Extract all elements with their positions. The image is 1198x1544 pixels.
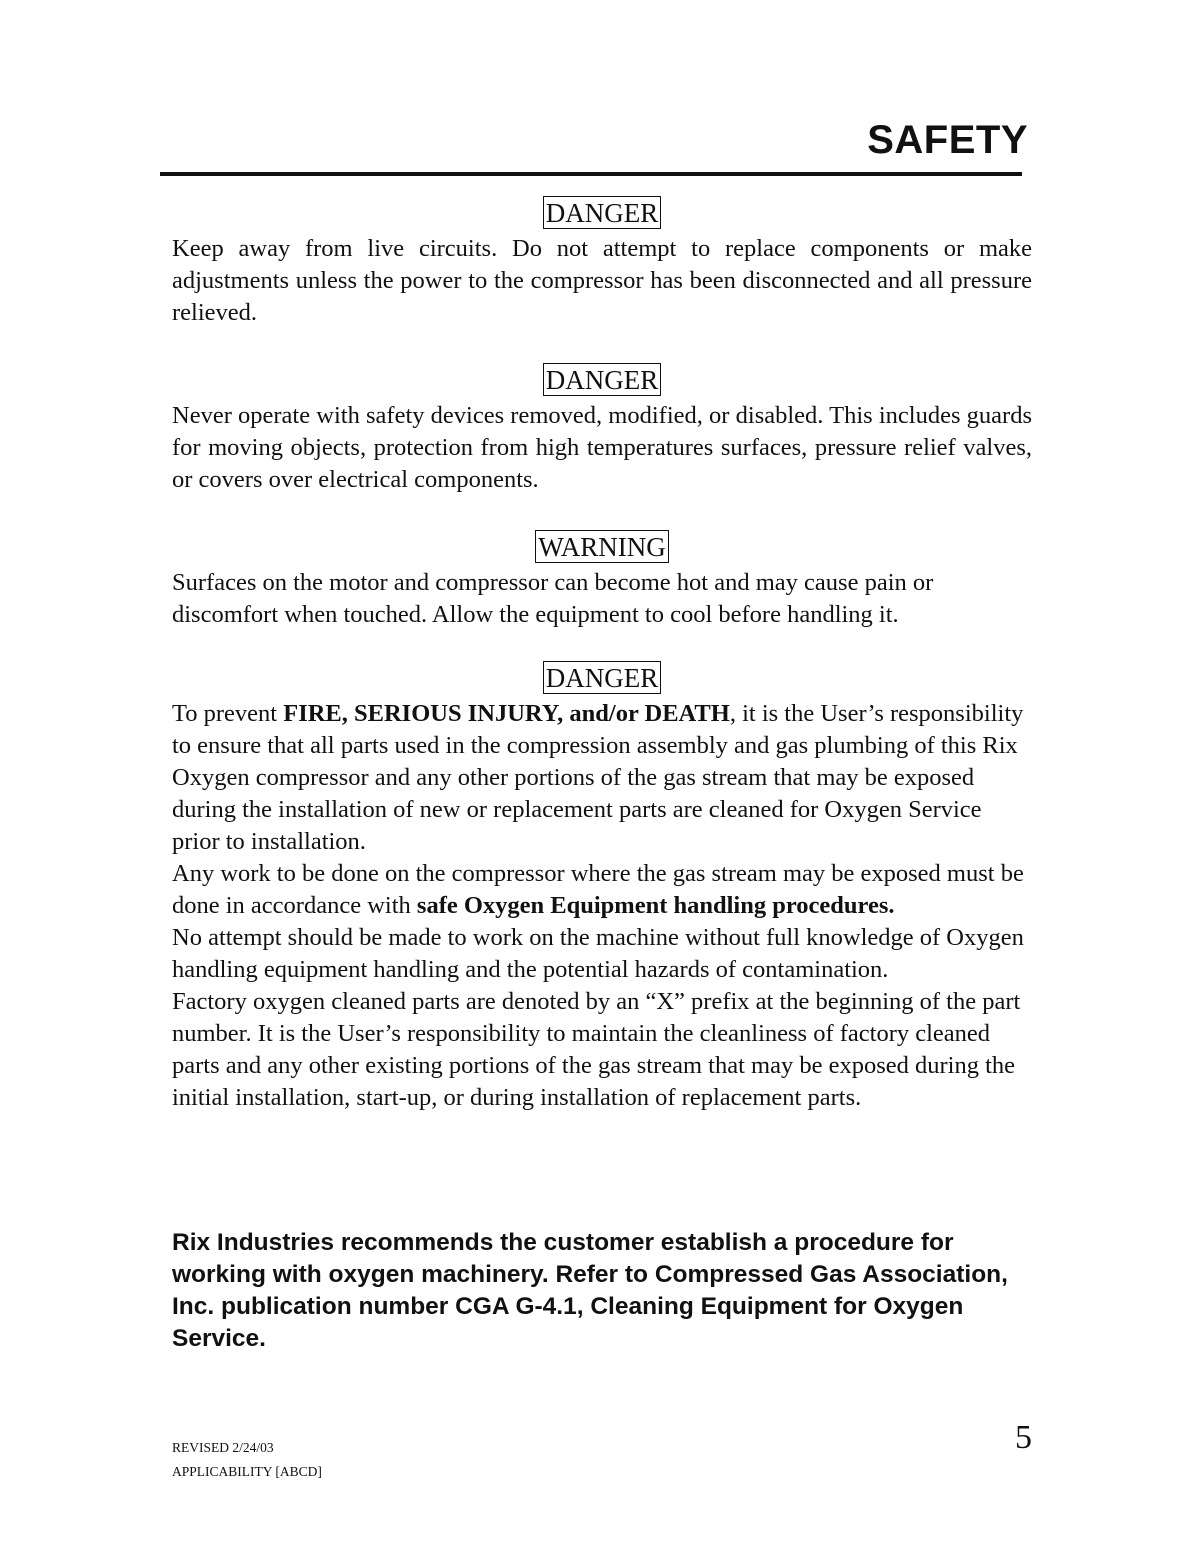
oxygen-cleaning-paragraph: To prevent FIRE, SERIOUS INJURY, and/or DEATH, it is the User’s responsibility to ensure that all parts used in the compression assembly and gas plumbing of this Rix Oxygen compressor and any other portions of the gas stream that may be exposed during the installation of new or replacement parts are cleaned for Oxygen Service prior to installation.: [172, 700, 1024, 855]
notice-danger-oxygen-service: [172, 661, 1032, 1114]
warning-label: WARNING: [535, 530, 669, 563]
fire-injury-death-emphasis: FIRE, SERIOUS INJURY, and/or DEATH: [283, 700, 730, 727]
danger-label: DANGER: [543, 363, 662, 396]
notice-danger-safety-devices: [172, 363, 1032, 496]
page-number: 5: [1015, 1419, 1032, 1456]
factory-parts-paragraph: Factory oxygen cleaned parts are denoted by an “X” prefix at the beginning of the part number. It is the User’s responsibility to maintain the cleanliness of factory cleaned parts and any other existing portions of the gas stream that may be exposed during the initial installation, start-up, or during installation of replacement parts.: [172, 988, 1021, 1111]
notice-text: Keep away from live circuits. Do not attempt to replace components or make adjustments unless the power to the compressor has been disconnected and all pressure relieved.: [172, 235, 1032, 326]
notice-text: Never operate with safety devices removed, modified, or disabled. This includes guards for moving objects, protection from high temperatures surfaces, pressure relief valves, or covers over electrical components.: [172, 402, 1032, 493]
safe-handling-emphasis: safe Oxygen Equipment handling procedures.: [416, 892, 895, 919]
page-title: SAFETY: [867, 118, 1028, 162]
danger-label: DANGER: [543, 661, 662, 694]
danger-label: DANGER: [543, 196, 662, 229]
revised-date: REVISED 2/24/03: [172, 1440, 274, 1455]
recommendation-text: Rix Industries recommends the customer establish a procedure for working with oxygen machinery. Refer to Compressed Gas Association, Inc. publication number CGA G-4.1, Cleaning Equipment for Oxygen Service.: [172, 1229, 1008, 1352]
footer-info: [172, 1436, 322, 1484]
notice-warning-hot-surfaces: [172, 530, 1032, 631]
notice-danger-live-circuits: [172, 196, 1032, 329]
notice-text: Surfaces on the motor and compressor can become hot and may cause pain or discomfort when touched. Allow the equipment to cool before handling it.: [172, 569, 934, 628]
knowledge-paragraph: No attempt should be made to work on the machine without full knowledge of Oxygen handling equipment handling and the potential hazards of contamination.: [172, 924, 1024, 983]
work-procedure-paragraph: Any work to be done on the compressor where the gas stream may be exposed must be done in accordance with safe Oxygen Equipment handling procedures.: [172, 860, 1024, 919]
applicability: APPLICABILITY [ABCD]: [172, 1464, 322, 1479]
notice-text: [172, 698, 1032, 1114]
safety-notices: [172, 196, 1032, 1114]
header-rule: [160, 172, 1022, 176]
